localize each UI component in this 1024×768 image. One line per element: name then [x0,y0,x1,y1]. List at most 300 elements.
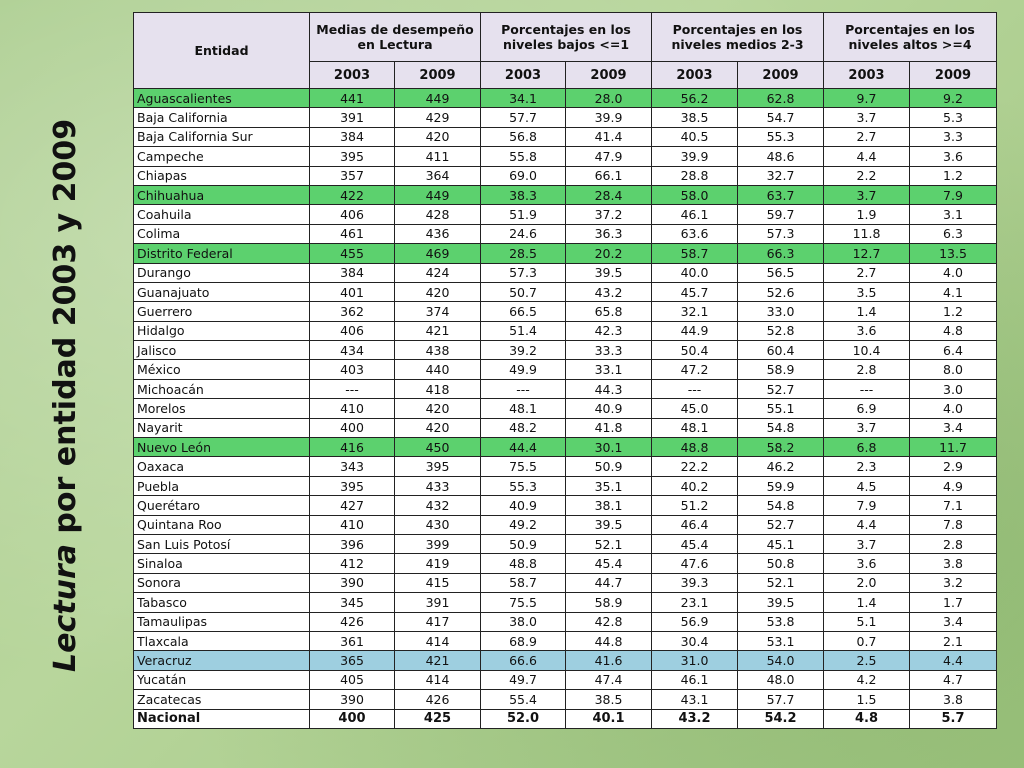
value-cell: 410 [310,399,395,418]
value-cell: 42.3 [566,321,652,340]
value-cell: 58.7 [481,573,566,592]
header-group-means: Medias de desempeño en Lectura [310,13,481,62]
value-cell: 58.0 [652,185,738,204]
value-cell: 4.4 [824,147,910,166]
table-row [134,147,997,166]
entity-name-cell: Baja California [134,108,310,127]
value-cell: 30.4 [652,631,738,650]
value-cell: 365 [310,651,395,670]
value-cell: 427 [310,496,395,515]
value-cell: 441 [310,89,395,108]
value-cell: 54.8 [738,418,824,437]
value-cell: 56.9 [652,612,738,631]
value-cell: 49.2 [481,515,566,534]
value-cell: 0.7 [824,631,910,650]
value-cell: 4.4 [910,651,997,670]
value-cell: 48.2 [481,418,566,437]
value-cell: 48.8 [481,554,566,573]
value-cell: 411 [395,147,481,166]
value-cell: 58.2 [738,438,824,457]
value-cell: 362 [310,302,395,321]
table-row [134,651,997,670]
entity-name-cell: Zacatecas [134,690,310,709]
value-cell: 361 [310,631,395,650]
value-cell: 420 [395,418,481,437]
value-cell: 6.4 [910,341,997,360]
value-cell: 45.0 [652,399,738,418]
value-cell: 48.1 [481,399,566,418]
value-cell: 45.1 [738,534,824,553]
entity-name-cell: México [134,360,310,379]
table-row [134,341,997,360]
entity-name-cell: Hidalgo [134,321,310,340]
table-row [134,205,997,224]
value-cell: 345 [310,593,395,612]
value-cell: 403 [310,360,395,379]
value-cell: 60.4 [738,341,824,360]
value-cell: 75.5 [481,593,566,612]
value-cell: 2.7 [824,127,910,146]
table-row [134,244,997,263]
header-year: 2003 [652,62,738,89]
value-cell: 3.0 [910,379,997,398]
value-cell: 39.9 [566,108,652,127]
value-cell: 433 [395,476,481,495]
table-row [134,282,997,301]
entity-name-cell: Baja California Sur [134,127,310,146]
value-cell: 4.1 [910,282,997,301]
value-cell: 5.7 [910,709,997,728]
value-cell: 2.5 [824,651,910,670]
value-cell: 51.2 [652,496,738,515]
value-cell: 40.9 [566,399,652,418]
entity-name-cell: Yucatán [134,670,310,689]
value-cell: 30.1 [566,438,652,457]
value-cell: 390 [310,690,395,709]
results-table [133,12,997,729]
table-row [134,399,997,418]
entity-name-cell: Chihuahua [134,185,310,204]
value-cell: 420 [395,127,481,146]
value-cell: 41.6 [566,651,652,670]
value-cell: 39.9 [652,147,738,166]
value-cell: 52.7 [738,379,824,398]
value-cell: 38.5 [652,108,738,127]
value-cell: 35.1 [566,476,652,495]
value-cell: 50.4 [652,341,738,360]
entity-name-cell: Tlaxcala [134,631,310,650]
value-cell: 55.3 [738,127,824,146]
value-cell: 419 [395,554,481,573]
title-rest: por entidad 2003 y 2009 [48,118,83,545]
value-cell: 406 [310,321,395,340]
value-cell: 9.7 [824,89,910,108]
table-row [134,496,997,515]
entity-name-cell: Tabasco [134,593,310,612]
value-cell: 434 [310,341,395,360]
value-cell: 3.7 [824,185,910,204]
entity-name-cell: Nacional [134,709,310,728]
entity-name-cell: Campeche [134,147,310,166]
table-row [134,127,997,146]
value-cell: 426 [395,690,481,709]
value-cell: 1.9 [824,205,910,224]
value-cell: 1.5 [824,690,910,709]
value-cell: 48.6 [738,147,824,166]
value-cell: 461 [310,224,395,243]
value-cell: 50.8 [738,554,824,573]
value-cell: 57.3 [481,263,566,282]
table-row [134,690,997,709]
value-cell: 44.4 [481,438,566,457]
value-cell: 56.8 [481,127,566,146]
value-cell: 22.2 [652,457,738,476]
value-cell: 4.4 [824,515,910,534]
table-row [134,166,997,185]
value-cell: 66.1 [566,166,652,185]
table-row [134,89,997,108]
value-cell: 4.0 [910,263,997,282]
value-cell: 1.2 [910,302,997,321]
table-header [134,13,997,89]
value-cell: 425 [395,709,481,728]
value-cell: 37.2 [566,205,652,224]
value-cell: 45.7 [652,282,738,301]
value-cell: 391 [395,593,481,612]
entity-name-cell: San Luis Potosí [134,534,310,553]
value-cell: 3.4 [910,612,997,631]
value-cell: 33.1 [566,360,652,379]
value-cell: 401 [310,282,395,301]
header-year: 2009 [395,62,481,89]
slide-title [48,92,83,672]
value-cell: 43.2 [566,282,652,301]
table-row [134,670,997,689]
value-cell: 50.9 [566,457,652,476]
value-cell: 421 [395,651,481,670]
value-cell: 6.9 [824,399,910,418]
value-cell: 449 [395,89,481,108]
results-table-container [133,12,996,759]
value-cell: 48.8 [652,438,738,457]
value-cell: 43.2 [652,709,738,728]
table-row [134,302,997,321]
value-cell: 6.8 [824,438,910,457]
title-italic: Lectura [48,544,83,672]
value-cell: 364 [395,166,481,185]
header-year: 2009 [910,62,997,89]
value-cell: 3.8 [910,554,997,573]
value-cell: 52.0 [481,709,566,728]
value-cell: 41.8 [566,418,652,437]
value-cell: 45.4 [566,554,652,573]
value-cell: 54.8 [738,496,824,515]
value-cell: 396 [310,534,395,553]
value-cell: 12.7 [824,244,910,263]
value-cell: 7.8 [910,515,997,534]
value-cell: 412 [310,554,395,573]
value-cell: 53.1 [738,631,824,650]
table-row [134,321,997,340]
value-cell: 47.6 [652,554,738,573]
value-cell: 28.4 [566,185,652,204]
value-cell: 56.5 [738,263,824,282]
value-cell: 1.2 [910,166,997,185]
value-cell: 405 [310,670,395,689]
header-year: 2003 [824,62,910,89]
entity-name-cell: Sinaloa [134,554,310,573]
value-cell: 7.9 [910,185,997,204]
value-cell: 428 [395,205,481,224]
header-year: 2009 [566,62,652,89]
value-cell: 57.3 [738,224,824,243]
entity-name-cell: Puebla [134,476,310,495]
value-cell: 7.1 [910,496,997,515]
entity-name-cell: Guanajuato [134,282,310,301]
value-cell: 2.1 [910,631,997,650]
value-cell: 36.3 [566,224,652,243]
value-cell: 52.7 [738,515,824,534]
header-year: 2009 [738,62,824,89]
value-cell: 58.9 [738,360,824,379]
value-cell: 421 [395,321,481,340]
value-cell: 7.9 [824,496,910,515]
value-cell: 410 [310,515,395,534]
value-cell: --- [652,379,738,398]
value-cell: 406 [310,205,395,224]
value-cell: 2.8 [910,534,997,553]
value-cell: 54.0 [738,651,824,670]
value-cell: 47.9 [566,147,652,166]
value-cell: 450 [395,438,481,457]
value-cell: 2.9 [910,457,997,476]
value-cell: 416 [310,438,395,457]
value-cell: 47.4 [566,670,652,689]
value-cell: 28.5 [481,244,566,263]
value-cell: 49.9 [481,360,566,379]
value-cell: 52.1 [566,534,652,553]
value-cell: 56.2 [652,89,738,108]
table-row [134,438,997,457]
value-cell: 33.3 [566,341,652,360]
value-cell: 63.7 [738,185,824,204]
value-cell: 52.1 [738,573,824,592]
value-cell: 4.8 [910,321,997,340]
entity-name-cell: Querétaro [134,496,310,515]
value-cell: 432 [395,496,481,515]
value-cell: 38.1 [566,496,652,515]
value-cell: 3.2 [910,573,997,592]
value-cell: 44.7 [566,573,652,592]
value-cell: 374 [395,302,481,321]
value-cell: 52.8 [738,321,824,340]
value-cell: 40.9 [481,496,566,515]
value-cell: 3.1 [910,205,997,224]
value-cell: 50.7 [481,282,566,301]
entity-name-cell: Tamaulipas [134,612,310,631]
value-cell: 3.6 [824,321,910,340]
value-cell: 418 [395,379,481,398]
value-cell: 59.9 [738,476,824,495]
national-total-row [134,709,997,728]
value-cell: 455 [310,244,395,263]
value-cell: 9.2 [910,89,997,108]
value-cell: 65.8 [566,302,652,321]
value-cell: 23.1 [652,593,738,612]
value-cell: 42.8 [566,612,652,631]
table-row [134,612,997,631]
value-cell: 58.9 [566,593,652,612]
table-row [134,379,997,398]
entity-name-cell: Nuevo León [134,438,310,457]
value-cell: 13.5 [910,244,997,263]
table-row [134,185,997,204]
table-row [134,108,997,127]
entity-name-cell: Coahuila [134,205,310,224]
value-cell: 51.4 [481,321,566,340]
table-row [134,457,997,476]
value-cell: 33.0 [738,302,824,321]
value-cell: 395 [310,476,395,495]
value-cell: 40.0 [652,263,738,282]
value-cell: 420 [395,399,481,418]
value-cell: 40.5 [652,127,738,146]
value-cell: 55.8 [481,147,566,166]
entity-name-cell: Oaxaca [134,457,310,476]
value-cell: 3.7 [824,534,910,553]
value-cell: 57.7 [738,690,824,709]
value-cell: 53.8 [738,612,824,631]
value-cell: 1.4 [824,593,910,612]
value-cell: 417 [395,612,481,631]
value-cell: 343 [310,457,395,476]
value-cell: 38.3 [481,185,566,204]
value-cell: 2.0 [824,573,910,592]
value-cell: 20.2 [566,244,652,263]
value-cell: 55.4 [481,690,566,709]
value-cell: 57.7 [481,108,566,127]
value-cell: 1.7 [910,593,997,612]
value-cell: 420 [395,282,481,301]
value-cell: 32.7 [738,166,824,185]
table-row [134,554,997,573]
value-cell: 54.7 [738,108,824,127]
value-cell: 3.4 [910,418,997,437]
value-cell: 66.5 [481,302,566,321]
value-cell: 66.3 [738,244,824,263]
value-cell: 440 [395,360,481,379]
value-cell: 10.4 [824,341,910,360]
value-cell: 39.5 [566,515,652,534]
value-cell: 11.7 [910,438,997,457]
value-cell: 438 [395,341,481,360]
value-cell: 384 [310,127,395,146]
value-cell: 34.1 [481,89,566,108]
value-cell: 400 [310,709,395,728]
entity-name-cell: Nayarit [134,418,310,437]
header-year: 2003 [481,62,566,89]
value-cell: 430 [395,515,481,534]
table-row [134,476,997,495]
value-cell: 59.7 [738,205,824,224]
value-cell: 4.0 [910,399,997,418]
entity-name-cell: Sonora [134,573,310,592]
entity-name-cell: Michoacán [134,379,310,398]
table-body [134,89,997,729]
value-cell: 52.6 [738,282,824,301]
table-row [134,515,997,534]
value-cell: 46.4 [652,515,738,534]
value-cell: 384 [310,263,395,282]
value-cell: 391 [310,108,395,127]
value-cell: 11.8 [824,224,910,243]
entity-name-cell: Morelos [134,399,310,418]
value-cell: --- [824,379,910,398]
value-cell: 46.2 [738,457,824,476]
value-cell: 40.2 [652,476,738,495]
value-cell: 39.5 [566,263,652,282]
value-cell: 414 [395,631,481,650]
value-cell: 4.9 [910,476,997,495]
value-cell: 3.5 [824,282,910,301]
value-cell: 39.3 [652,573,738,592]
value-cell: 43.1 [652,690,738,709]
value-cell: 414 [395,670,481,689]
header-group-mid: Porcentajes en los niveles medios 2-3 [652,13,824,62]
value-cell: 400 [310,418,395,437]
entity-name-cell: Jalisco [134,341,310,360]
value-cell: 422 [310,185,395,204]
value-cell: 3.7 [824,418,910,437]
entity-name-cell: Distrito Federal [134,244,310,263]
table-row [134,263,997,282]
header-group-high: Porcentajes en los niveles altos >=4 [824,13,997,62]
value-cell: 47.2 [652,360,738,379]
table-row [134,573,997,592]
value-cell: 5.1 [824,612,910,631]
value-cell: 4.8 [824,709,910,728]
value-cell: 38.0 [481,612,566,631]
value-cell: 31.0 [652,651,738,670]
value-cell: 390 [310,573,395,592]
value-cell: --- [310,379,395,398]
value-cell: 24.6 [481,224,566,243]
value-cell: 8.0 [910,360,997,379]
value-cell: 55.3 [481,476,566,495]
value-cell: 49.7 [481,670,566,689]
value-cell: 2.3 [824,457,910,476]
value-cell: 2.7 [824,263,910,282]
value-cell: 429 [395,108,481,127]
value-cell: 449 [395,185,481,204]
value-cell: 39.5 [738,593,824,612]
value-cell: 3.7 [824,108,910,127]
header-year: 2003 [310,62,395,89]
header-entity: Entidad [134,13,310,89]
value-cell: 75.5 [481,457,566,476]
table-row [134,224,997,243]
value-cell: 66.6 [481,651,566,670]
value-cell: 48.1 [652,418,738,437]
value-cell: 469 [395,244,481,263]
table-row [134,360,997,379]
value-cell: 54.2 [738,709,824,728]
value-cell: 55.1 [738,399,824,418]
value-cell: 2.8 [824,360,910,379]
value-cell: 3.3 [910,127,997,146]
entity-name-cell: Durango [134,263,310,282]
value-cell: 40.1 [566,709,652,728]
